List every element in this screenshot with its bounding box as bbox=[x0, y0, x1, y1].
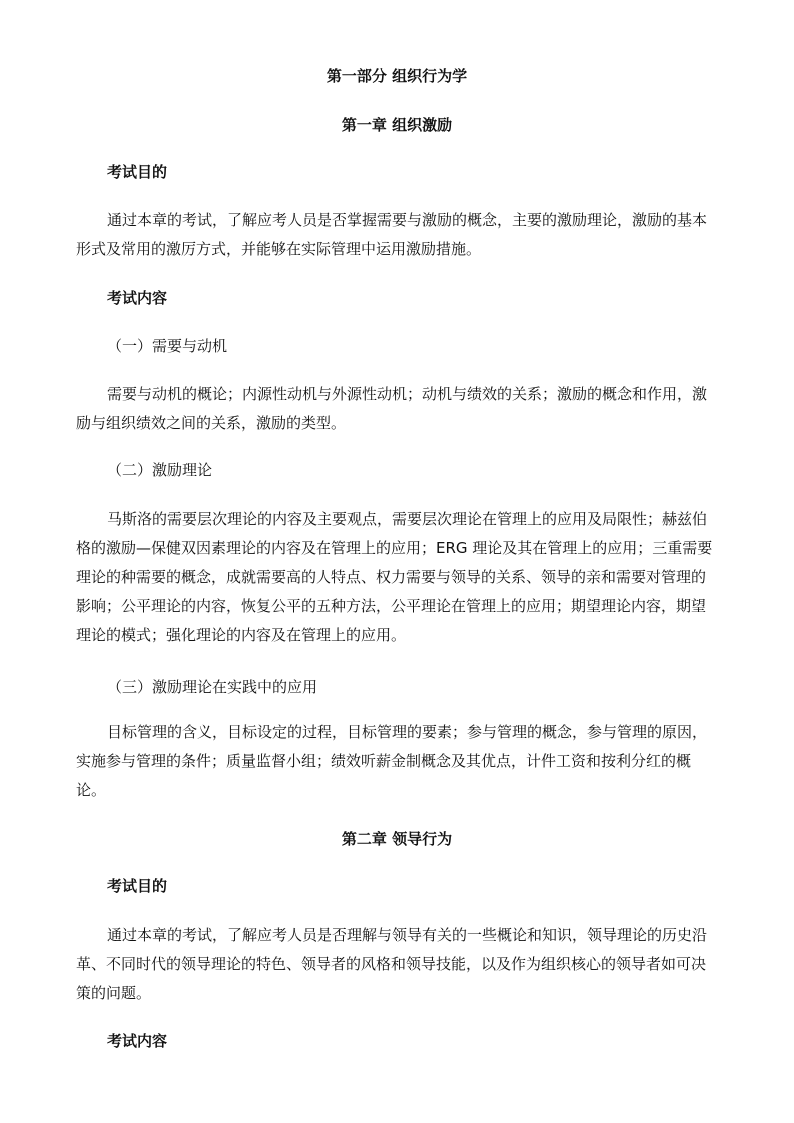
chapter2-title: 第二章 领导行为 bbox=[341, 830, 453, 848]
section-text: 需要与动机的概论；内源性动机与外源性动机；动机与绩效的关系；激励的概念和作用，激励与组织绩效之间的关系，激励的类型。 bbox=[76, 385, 708, 432]
chapter1-content-heading: 考试内容 bbox=[107, 289, 168, 307]
chapter2-content-heading: 考试内容 bbox=[107, 1032, 168, 1050]
part-title: 第一部分 组织行为学 bbox=[326, 67, 468, 85]
chapter1-title: 第一章 组织激励 bbox=[341, 116, 453, 134]
section-text: 目标管理的含义，目标设定的过程，目标管理的要素；参与管理的概念，参与管理的原因，实施参与管理的条件；质量监督小组；绩效听薪金制概念及其优点，计件工资和按利分红的概论。 bbox=[76, 723, 708, 799]
chapter2-goal-heading: 考试目的 bbox=[107, 877, 168, 895]
section-heading: （一）需要与动机 bbox=[107, 337, 228, 355]
chapter1-goal-text: 通过本章的考试，了解应考人员是否掌握需要与激励的概念，主要的激励理论，激励的基本形式及常用的激厉方式，并能够在实际管理中运用激励措施。 bbox=[76, 211, 708, 258]
section-heading: （三）激励理论在实践中的应用 bbox=[107, 678, 318, 696]
section-heading: （二）激励理论 bbox=[107, 461, 213, 479]
chapter2-goal-text: 通过本章的考试，了解应考人员是否理解与领导有关的一些概论和知识，领导理论的历史沿革、不同时代的领导理论的特色、领导者的风格和领导技能，以及作为组织核心的领导者如可决策的问题。 bbox=[76, 926, 708, 1002]
section-text: 马斯洛的需要层次理论的内容及主要观点，需要层次理论在管理上的应用及局限性；赫兹伯格的激励—保健双因素理论的内容及在管理上的应用；ERG 理论及其在管理上的应用；三重需要理论的种需要的概念，成就需要高的人特点、权力需要与领导的关系、领导的亲和需要对管理的影响；公平理论的内容，恢复公平的五种方法，公平理论在管理上的应用；期望理论内容，期望理论的模式；强化理论的内容及在管理上的应用。 bbox=[76, 510, 713, 644]
chapter1-goal-heading: 考试目的 bbox=[107, 163, 168, 181]
